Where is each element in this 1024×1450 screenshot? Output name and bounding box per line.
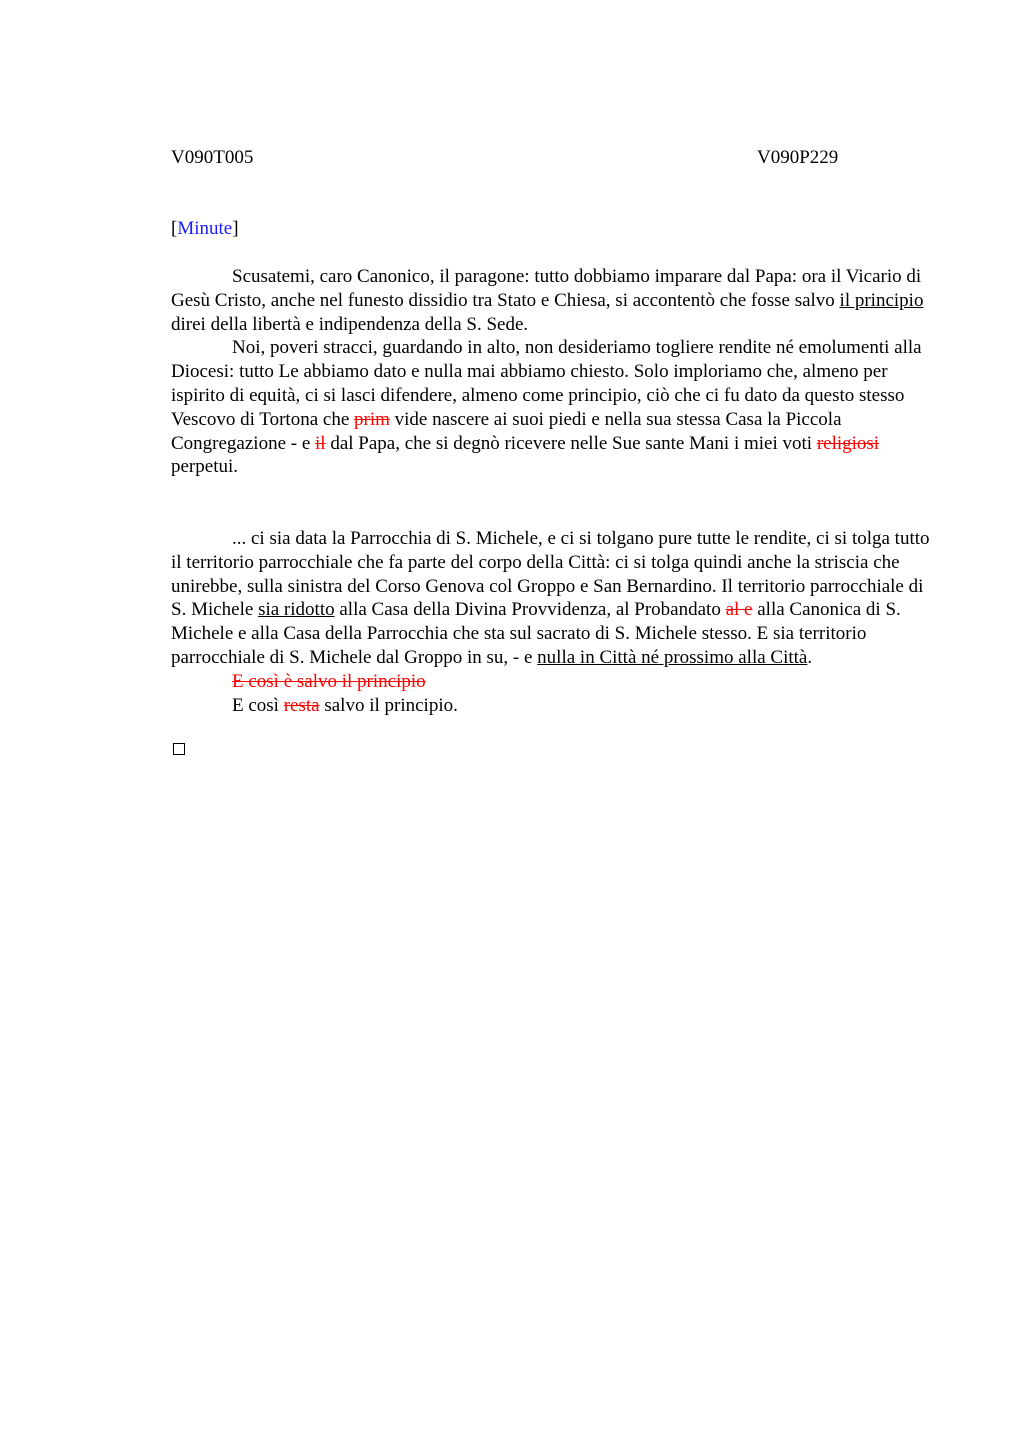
paragraph-1-text-b: direi della libertà e indipendenza della S. Sede. bbox=[171, 313, 529, 335]
paragraph-3-text-c: alla Canonica di S. Michele e alla Casa della Parrocchia che sta sul sacrato di S. Michele stesso. E sia territorio parrocchiale di S. Michele dal Groppo in su, - e bbox=[171, 599, 901, 668]
section-label-text: Minute bbox=[177, 218, 233, 239]
text-block-first bbox=[171, 265, 931, 479]
paragraph-5-text-a: E così bbox=[232, 694, 284, 716]
deleted-text: religiosi bbox=[816, 432, 880, 454]
deleted-text: il bbox=[315, 432, 326, 454]
document-code-right: V090P229 bbox=[757, 147, 839, 168]
document-code-left: V090T005 bbox=[171, 147, 254, 168]
paragraph-2-text-a: Noi, poveri stracci, guardando in alto, non desideriamo togliere rendite né emolumenti alla Diocesi: tutto Le abbiamo dato e nulla mai abbiamo chiesto. Solo imploriamo che, almeno per ispirito di equità, ci si lasci difendere, almeno come principio, ciò che ci fu dato da questo stesso Vescovo di Tortona che bbox=[171, 337, 922, 430]
paragraph-5 bbox=[171, 694, 931, 718]
deleted-line: E così è salvo il principio bbox=[232, 670, 426, 692]
deleted-text: al e bbox=[725, 599, 753, 621]
end-square-icon bbox=[173, 743, 185, 755]
paragraph-2 bbox=[171, 336, 931, 479]
paragraph-3-text-a: ... ci sia data la Parrocchia di S. Michele, e ci si tolgano pure tutte le rendite, ci si tolga tutto il territorio parrocchiale che fa parte del corpo della Città: ci si tolga quindi anche la striscia che unirebbe, sulla sinistra del Corso Genova col Groppo e San Bernardino. Il territorio parrocchiale di S. Michele bbox=[171, 528, 930, 621]
paragraph-3-text-d: . bbox=[807, 646, 813, 668]
paragraph-3 bbox=[171, 527, 931, 670]
deleted-text: resta bbox=[283, 694, 320, 716]
paragraph-4 bbox=[171, 670, 931, 694]
underlined-text: il principio bbox=[839, 289, 924, 311]
paragraph-2-text-d: perpetui. bbox=[171, 456, 239, 478]
underlined-text: nulla in Città né prossimo alla Città bbox=[537, 646, 808, 668]
paragraph-2-text-c: dal Papa, che si degnò ricevere nelle Sue sante Mani i miei voti bbox=[325, 432, 817, 454]
bracket-close: ] bbox=[232, 218, 239, 239]
bracket-open: [ bbox=[171, 218, 178, 239]
paragraph-2-text-b: vide nascere ai suoi piedi e nella sua stessa Casa la Piccola Congregazione - e bbox=[171, 408, 842, 454]
paragraph-3-text-b: alla Casa della Divina Provvidenza, al Probandato bbox=[334, 599, 726, 621]
underlined-text: sia ridotto bbox=[258, 599, 335, 621]
deleted-text: prim bbox=[354, 408, 390, 430]
section-label bbox=[171, 218, 239, 240]
text-block-second bbox=[171, 527, 931, 717]
paragraph-1-text-a: Scusatemi, caro Canonico, il paragone: tutto dobbiamo imparare dal Papa: ora il Vicario di Gesù Cristo, anche nel funesto dissidio tra Stato e Chiesa, si accontentò che fosse salvo bbox=[171, 266, 922, 311]
paragraph-1 bbox=[171, 265, 931, 336]
paragraph-5-text-b: salvo il principio. bbox=[319, 694, 458, 716]
